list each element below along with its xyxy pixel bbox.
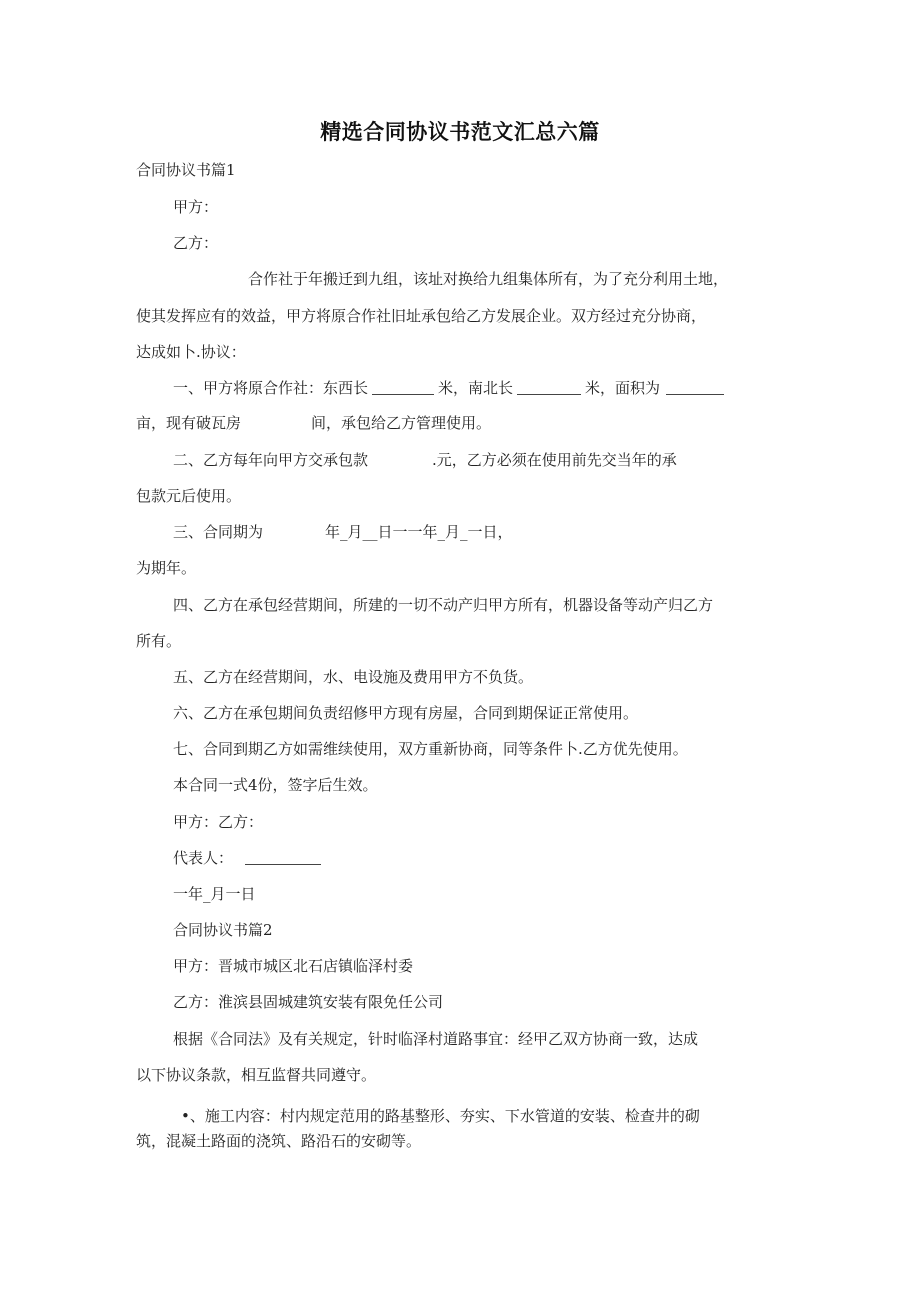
date-line: 一年_月一日 [173, 885, 256, 903]
clause-2-line [173, 450, 677, 470]
clause-text: 一、甲方将原合作社：东西长 [173, 379, 369, 397]
clause-6-line: 六、乙方在承包期间负责绍修甲方现有房屋，合同到期保证正常使用。 [173, 704, 639, 722]
clause-3-line: 为期年。 [136, 559, 197, 577]
intro-paragraph-line: 使其发挥应有的效益，甲方将原合作社旧址承包给乙方发展企业。双方经过充分协商， [136, 307, 707, 325]
party-a-label: 甲方： [173, 198, 219, 216]
clause-7-line: 七、合同到期乙方如需维续使用，双方重新协商，同等条件卜.乙方优先使用。 [173, 740, 688, 758]
clause-3-line [173, 522, 513, 542]
basis-paragraph-line: 以下协议条款，相互监督共同遵守。 [136, 1066, 377, 1084]
party-b-label: 乙方：淮滨县固城建筑安装有限免任公司 [173, 993, 444, 1011]
clause-5-line: 五、乙方在经营期间，水、电设施及费用甲方不负货。 [173, 668, 534, 686]
representative-line [173, 848, 321, 868]
copies-note: 本合同一式4份，签字后生效。 [173, 776, 378, 794]
party-a-label: 甲方：晋城市城区北石店镇临泽村委 [173, 957, 414, 975]
clause-text: 间，承包给乙方管理使用。 [311, 414, 492, 432]
clause-4-line: 所有。 [136, 632, 182, 650]
signature-parties: 甲方：乙方： [173, 813, 264, 831]
clause-text: 年_月__日一一年_月_一日， [325, 523, 513, 541]
section-heading: 合同协议书篇2 [173, 921, 273, 939]
clause-text: 三、合同期为 [173, 523, 264, 541]
clause-text: 米，南北长 [438, 379, 514, 397]
work-scope-line: •、施工内容：村内规定范用的路基整形、夯实、下水管道的安装、检查井的砌 [181, 1107, 700, 1125]
blank-field [517, 378, 581, 395]
blank-field [666, 378, 724, 395]
work-scope-line: 筑，混凝土路面的浇筑、路沿石的安砌等。 [136, 1132, 422, 1150]
intro-paragraph-line: 达成如卜.协议： [136, 343, 246, 361]
representative-label: 代表人： [173, 849, 234, 867]
clause-text: 二、乙方每年向甲方交承包款 [173, 451, 369, 469]
intro-paragraph-line: 合作社于年搬迁到九组，该址对换给九组集体所有，为了充分利用土地， [248, 270, 729, 288]
clause-text: .元，乙方必须在使用前先交当年的承 [432, 451, 677, 469]
document-title: 精选合同协议书范文汇总六篇 [320, 120, 600, 144]
basis-paragraph-line: 根据《合同法》及有关规定，针时临泽村道路事宜：经甲乙双方协商一致，达成 [173, 1030, 699, 1048]
party-b-label: 乙方： [173, 234, 219, 252]
clause-1-line [136, 413, 491, 433]
clause-2-line: 包款元后使用。 [136, 487, 242, 505]
clause-text: 亩，现有破瓦房 [136, 414, 242, 432]
blank-field [372, 378, 434, 395]
clause-4-line: 四、乙方在承包经营期间，所建的一切不动产归甲方所有，机器设备等动产归乙方 [173, 596, 714, 614]
blank-field [245, 848, 321, 865]
clause-text: 米，面积为 [585, 379, 661, 397]
section-heading: 合同协议书篇1 [136, 161, 236, 179]
clause-1-line [173, 378, 724, 398]
